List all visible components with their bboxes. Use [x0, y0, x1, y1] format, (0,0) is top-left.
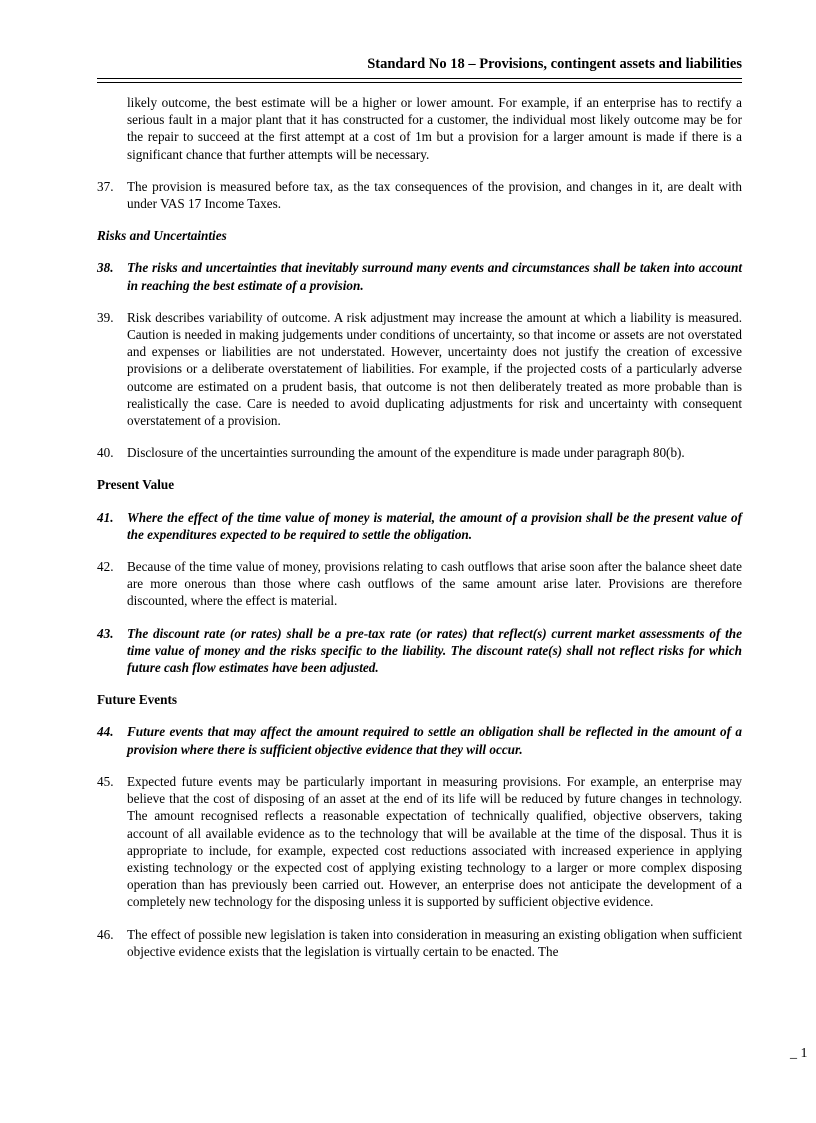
paragraph-40 — [97, 444, 742, 461]
paragraph-text: The discount rate (or rates) shall be a pre-tax rate (or rates) that reflect(s) current market assessments of the time value of money and the risks specific to the liability. The discount rate(s) shall not reflect risks for which future cash flow estimates have been adjusted. — [127, 625, 742, 676]
paragraph-46 — [97, 926, 742, 960]
paragraph-42 — [97, 558, 742, 610]
header-rule-top — [97, 78, 742, 79]
paragraph-text: Expected future events may be particularly important in measuring provisions. For example, an enterprise may believe that the cost of disposing of an asset at the end of its life will be reduced by future changes in technology. The amount recognised reflects a reasonable expectation of technically qualified, objective observers, taking account of all available evidence as to the technology that will be available at the time of the disposal. Thus it is appropriate to include, for example, expected cost reductions associated with increased experience in applying existing technology or the expected cost of applying existing technology to a larger or more complex disposing operation than has previously been carried out. However, an enterprise does not anticipate the development of a completely new technology for the disposing unless it is supported by sufficient objective evidence. — [127, 773, 742, 910]
paragraph-text: Future events that may affect the amount required to settle an obligation shall be reflected in the amount of a provision where there is sufficient objective evidence that they will occur. — [127, 724, 742, 757]
paragraph-number: 39. — [97, 309, 114, 325]
page-number: _ 1 — [790, 1046, 808, 1061]
paragraph-number: 45. — [97, 773, 114, 789]
paragraph-number: 43. — [97, 625, 114, 641]
heading-future-events: Future Events — [97, 692, 177, 708]
document-body — [97, 94, 742, 975]
paragraph-37 — [97, 178, 742, 212]
paragraph-number: 44. — [97, 724, 114, 740]
paragraph-text: The provision is measured before tax, as the tax consequences of the provision, and changes in it, are dealt with under VAS 17 Income Taxes. — [127, 178, 742, 212]
paragraph-41 — [97, 509, 742, 543]
paragraph-number: 46. — [97, 926, 114, 942]
continuation-paragraph: likely outcome, the best estimate will be a higher or lower amount. For example, if an enterprise has to rectify a serious fault in a major plant that it has constructed for a customer, the individual most likely outcome may be for the repair to succeed at the first attempt at a cost of 1m but a provision for a larger amount is made if there is a significant chance that further attempts will be necessary. — [127, 95, 742, 162]
paragraph-text: Risk describes variability of outcome. A risk adjustment may increase the amount at which a liability is measured. Caution is needed in making judgements under conditions of uncertainty, so that income or assets are not overstated and expenses or liabilities are not understated. However, uncertainty does not justify the creation of excessive provisions or a deliberate overstatement of liabilities. For example, if the projected costs of a particularly adverse outcome are estimated on a prudent basis, that outcome is not then deliberately treated as more probable than is realistically the case. Care is needed to avoid duplicating adjustments for risk and uncertainty with consequent overstatement of a provision. — [127, 309, 742, 429]
paragraph-number: 40. — [97, 445, 114, 461]
paragraph-number: 38. — [97, 260, 114, 276]
paragraph-text: Because of the time value of money, provisions relating to cash outflows that arise soon after the balance sheet date are more onerous than those where cash outflows of the same amount arise later. Provisions are therefore discounted, where the effect is material. — [127, 559, 742, 609]
paragraph-38 — [97, 259, 742, 293]
paragraph-text: Disclosure of the uncertainties surrounding the amount of the expenditure is made under paragraph 80(b). — [127, 445, 685, 461]
paragraph-45 — [97, 773, 742, 911]
paragraph-number: 37. — [97, 178, 114, 194]
page-header-title: Standard No 18 – Provisions, contingent assets and liabilities — [367, 56, 742, 72]
paragraph-43 — [97, 625, 742, 677]
paragraph-text: Where the effect of the time value of money is material, the amount of a provision shall be the present value of the expenditures expected to be required to settle the obligation. — [127, 509, 742, 542]
paragraph-44 — [97, 723, 742, 757]
paragraph-text: The risks and uncertainties that inevitably surround many events and circumstances shall be taken into account in reaching the best estimate of a provision. — [127, 260, 742, 293]
paragraph-text: The effect of possible new legislation is taken into consideration in measuring an existing obligation when sufficient objective evidence exists that the legislation is virtually certain to be enacted. The — [127, 926, 742, 959]
paragraph-number: 41. — [97, 509, 114, 525]
heading-risks-uncertainties: Risks and Uncertainties — [97, 228, 227, 244]
header-rule-bottom — [97, 82, 742, 83]
paragraph-39 — [97, 309, 742, 429]
heading-present-value: Present Value — [97, 477, 175, 493]
paragraph-number: 42. — [97, 559, 114, 575]
